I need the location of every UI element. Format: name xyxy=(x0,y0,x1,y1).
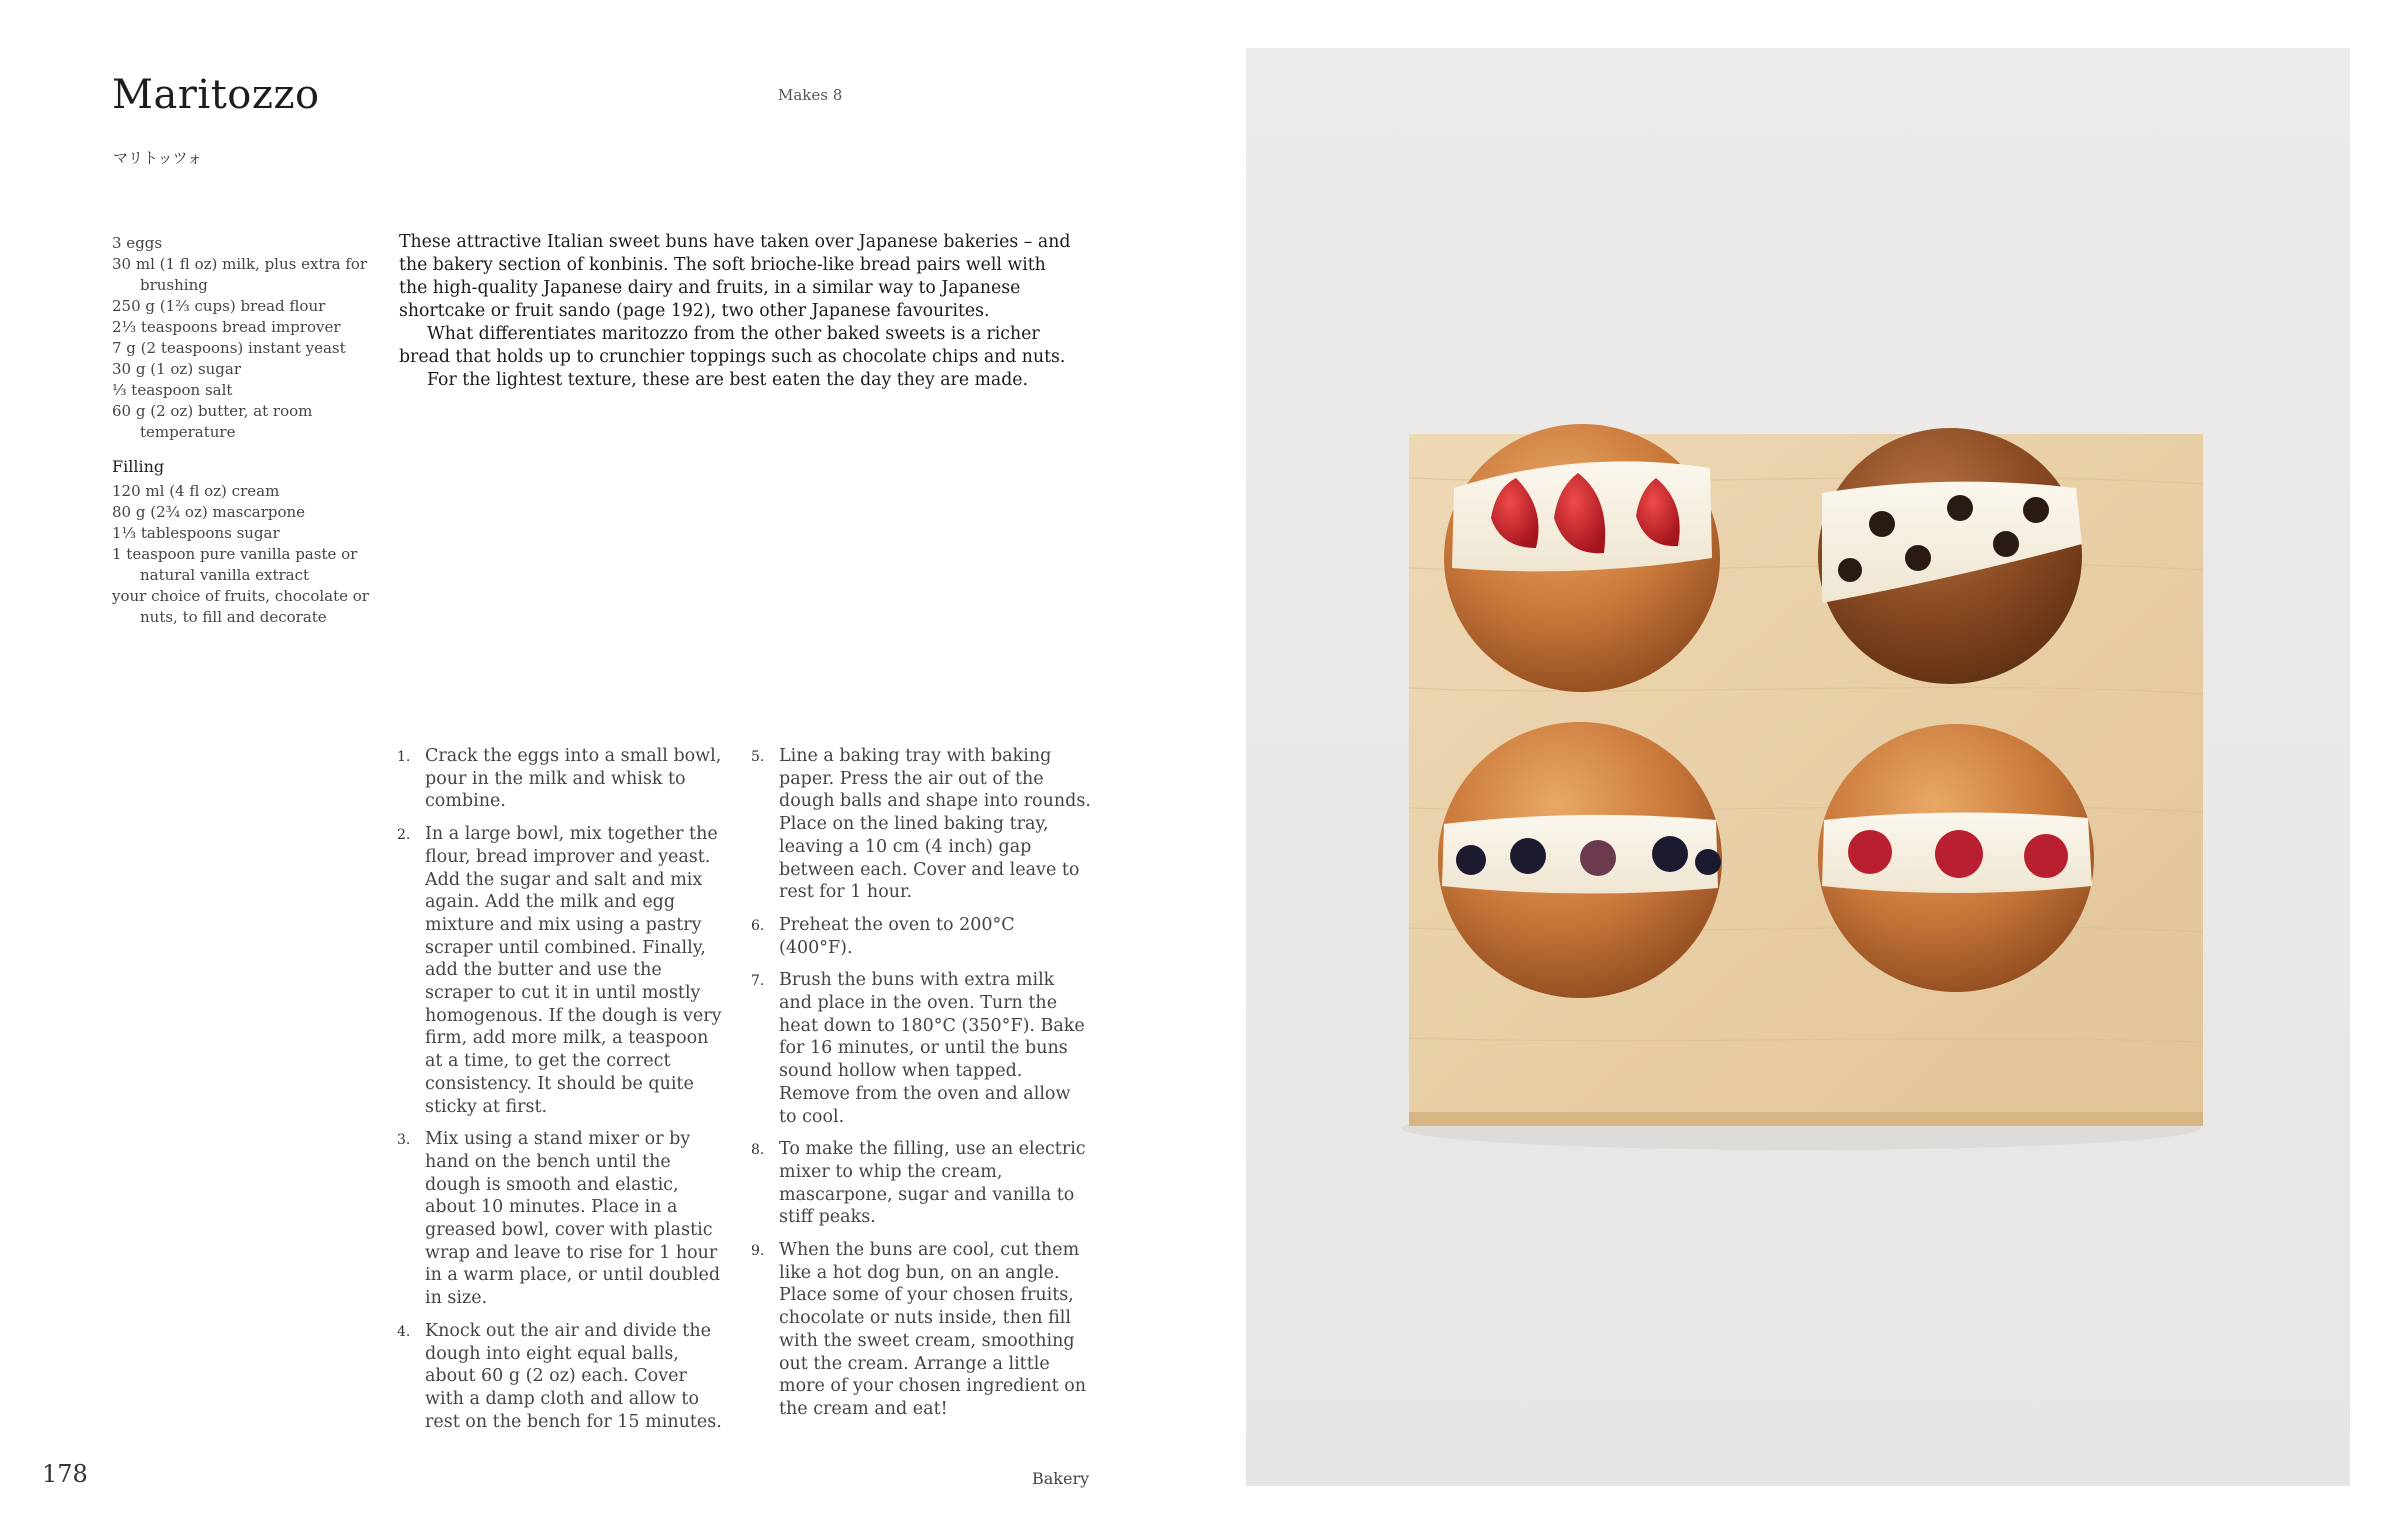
step-number: 8. xyxy=(751,1142,765,1159)
ingredient-item: ⅓ teaspoon salt xyxy=(112,381,233,399)
step-text: Preheat the oven to 200°C (400°F). xyxy=(779,914,1015,958)
step-number: 4. xyxy=(397,1323,411,1340)
bun-grape xyxy=(1438,722,1722,998)
method-column-2 xyxy=(751,745,1091,1431)
method-step xyxy=(751,1138,1091,1229)
bun-strawberry xyxy=(1444,424,1720,692)
raspberry xyxy=(2024,834,2068,878)
recipe-title: Maritozzo xyxy=(112,72,320,118)
ingredient-item: 2⅓ teaspoons bread improver xyxy=(112,318,341,336)
step-text: Crack the eggs into a small bowl, pour in the milk and whisk to combine. xyxy=(425,746,722,812)
step-text: Mix using a stand mixer or by hand on the bench until the dough is smooth and elastic, about 10 minutes. Place in a greased bowl, cover with plastic wrap and leave to rise for 1 hour in a warm place, or until doubled in size. xyxy=(425,1129,721,1309)
running-section-name: Bakery xyxy=(1032,1469,1090,1488)
step-text: Line a baking tray with baking paper. Press the air out of the dough balls and shape into rounds. Place on the lined baking tray, leaving a 10 cm (4 inch) gap between each. Cover and leave to rest for 1 hour. xyxy=(779,746,1091,903)
chocolate-chip xyxy=(1905,545,1931,571)
ingredient-item: 3 eggs xyxy=(112,234,163,252)
filling-heading: Filling xyxy=(112,457,165,476)
raspberry xyxy=(1935,830,1983,878)
step-number: 9. xyxy=(751,1243,765,1260)
step-text: Brush the buns with extra milk and place in the oven. Turn the heat down to 180°C (350°F). Bake for 16 minutes, or until the buns sound hollow when tapped. Remove from the oven and allow to cool. xyxy=(779,970,1085,1127)
filling-item: 1 teaspoon pure vanilla paste or natural vanilla extract xyxy=(112,545,358,584)
bun-chocolate xyxy=(1818,428,2082,684)
intro-paragraph: For the lightest texture, these are best eaten the day they are made. xyxy=(427,370,1029,390)
filling-item: 80 g (2¾ oz) mascarpone xyxy=(112,503,306,521)
chocolate-chip xyxy=(1869,511,1895,537)
grape xyxy=(1695,849,1721,875)
ingredient-item: 60 g (2 oz) butter, at room temperature xyxy=(112,402,313,441)
intro-paragraph: These attractive Italian sweet buns have taken over Japanese bakeries – and the bakery section of konbinis. The soft brioche-like bread pairs well with the high-quality Japanese dairy and fruits, in a similar way to Japanese shortcake or fruit sando (page 192), two other Japanese favourites. xyxy=(399,232,1071,321)
method-step xyxy=(751,914,1091,959)
step-number: 5. xyxy=(751,749,765,765)
maritozzo-photo xyxy=(1246,48,2350,1486)
board-edge xyxy=(1409,1112,2203,1126)
method-column-1 xyxy=(397,745,727,1443)
step-text: When the buns are cool, cut them like a hot dog bun, on an angle. Place some of your chosen fruits, chocolate or nuts inside, then fill with the sweet cream, smoothing out the cream. Arrange a little more of your chosen ingredient on the cream and eat! xyxy=(779,1240,1087,1419)
recipe-yield: Makes 8 xyxy=(778,86,843,104)
grape xyxy=(1510,838,1546,874)
chocolate-chip xyxy=(1838,558,1862,582)
step-number: 1. xyxy=(397,749,411,765)
step-number: 3. xyxy=(397,1132,411,1149)
ingredient-item: 30 g (1 oz) sugar xyxy=(112,360,242,378)
filling-item: your choice of fruits, chocolate or nuts, to fill and decorate xyxy=(112,587,369,626)
raspberry xyxy=(1848,830,1892,874)
step-number: 7. xyxy=(751,973,765,990)
grape xyxy=(1652,836,1688,872)
intro-paragraph: What differentiates maritozzo from the other baked sweets is a richer bread that holds up to crunchier toppings such as chocolate chips and nuts. xyxy=(399,324,1066,367)
method-step xyxy=(397,823,727,1118)
grape xyxy=(1456,845,1486,875)
method-step xyxy=(397,1320,727,1434)
method-step xyxy=(751,969,1091,1128)
method-step xyxy=(397,1128,727,1310)
ingredient-item: 250 g (1⅔ cups) bread flour xyxy=(112,297,326,315)
recipe-introduction xyxy=(399,231,1079,392)
step-text: Knock out the air and divide the dough into eight equal balls, about 60 g (2 oz) each. Cover with a damp cloth and allow to rest on the bench for 15 minutes. xyxy=(425,1320,722,1432)
ingredient-item: 30 ml (1 fl oz) milk, plus extra for brushing xyxy=(112,255,368,294)
step-number: 2. xyxy=(397,827,411,844)
ingredients-list xyxy=(112,233,382,628)
step-number: 6. xyxy=(751,917,765,934)
grape xyxy=(1580,840,1616,876)
filling-item: 1⅓ tablespoons sugar xyxy=(112,524,280,542)
ingredient-item: 7 g (2 teaspoons) instant yeast xyxy=(112,339,346,357)
step-text: To make the filling, use an electric mixer to whip the cream, mascarpone, sugar and vanilla to stiff peaks. xyxy=(779,1139,1086,1228)
page-number: 178 xyxy=(42,1460,88,1488)
photo-illustration xyxy=(1246,48,2350,1486)
method-step xyxy=(751,745,1091,904)
chocolate-chip xyxy=(2023,497,2049,523)
method-step xyxy=(751,1239,1091,1421)
chocolate-chip xyxy=(1947,495,1973,521)
recipe-subtitle-japanese: マリトッツォ xyxy=(113,149,202,167)
filling-item: 120 ml (4 fl oz) cream xyxy=(112,482,280,500)
step-text: In a large bowl, mix together the flour, bread improver and yeast. Add the sugar and salt and mix again. Add the milk and egg mixture and mix using a pastry scraper until combined. Finally, add the butter and use the scraper to cut it in until mostly homogenous. If the dough is very firm, add more milk, a teaspoon at a time, to get the correct consistency. It should be quite sticky at first. xyxy=(425,824,722,1117)
method-step xyxy=(397,745,727,813)
chocolate-chip xyxy=(1993,531,2019,557)
bun-raspberry xyxy=(1818,724,2094,992)
